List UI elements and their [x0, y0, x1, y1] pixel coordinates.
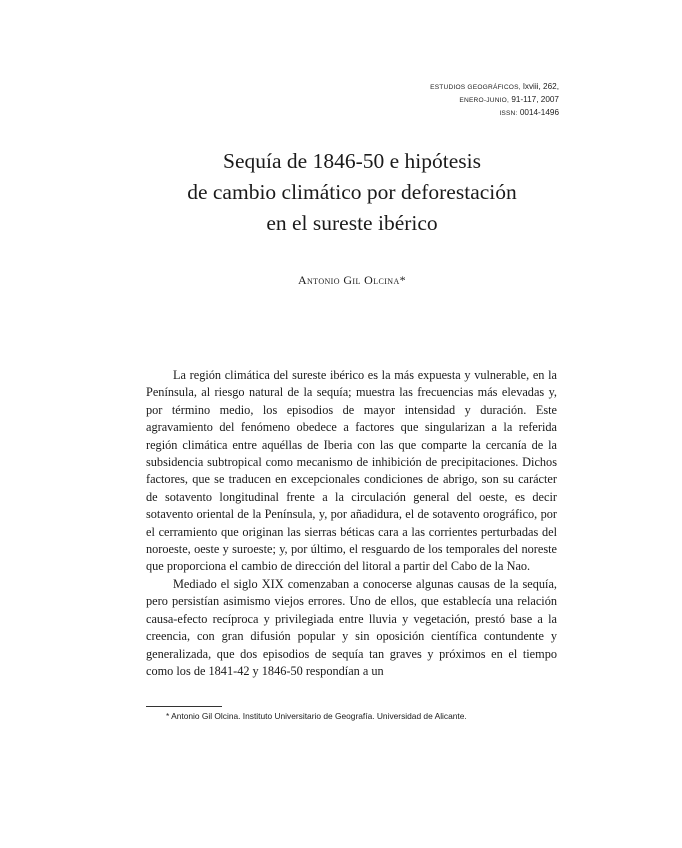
paragraph-1: La región climática del sureste ibérico es la más expuesta y vulnerable, en la Península, al riesgo natural de la sequía; muestra las frecuencias más elevadas y, por término medio, los episodios de mayor intensidad y duración. Este agravamiento del fenómeno obedece a factores que singularizan a la referida región climática entre aquéllas de Iberia con las que comparte la cercanía de la subsidencia subtropical como mecanismo de inhibición de precipitaciones. Dichos factores, que se traducen en excepcionales condiciones de abrigo, son su carácter de sotavento longitudinal frente a la circulación general del oeste, es decir sotavento oriental de la Península, y, por añadidura, el de sotavento orográfico, por el cerramiento que originan las sierras béticas cara a las corrientes perturbadas del noroeste, oeste y suroeste; y, por último, el resguardo de los temporales del noreste que proporciona el cambio de dirección del litoral a partir del Cabo de la Nao. [146, 368, 557, 574]
article-author: Antonio Gil Olcina* [297, 273, 407, 287]
journal-citation-line [430, 81, 559, 94]
issn-line [430, 107, 559, 120]
journal-header [430, 81, 559, 120]
issn-value: 0014-1496 [517, 108, 559, 117]
title-line-3: en el sureste ibérico [266, 211, 438, 235]
issn-label: ISSN: [499, 110, 518, 117]
author-footnote: * Antonio Gil Olcina. Instituto Universitario de Geografía. Universidad de Alicante. [166, 711, 467, 721]
volume-info: lxviii, 262, [520, 82, 559, 91]
footnote-divider [146, 706, 222, 707]
title-line-2: de cambio climático por deforestación [187, 180, 517, 204]
article-body [146, 367, 557, 680]
issue-months: ENERO-JUNIO, [459, 97, 510, 104]
title-line-1: Sequía de 1846-50 e hipótesis [223, 149, 481, 173]
article-title [100, 146, 604, 239]
pages-year: 91-117, 2007 [509, 95, 559, 104]
issue-line [430, 94, 559, 107]
paragraph-2: Mediado el siglo XIX comenzaban a conocerse algunas causas de la sequía, pero persistían asimismo viejos errores. Uno de ellos, que establecía una relación causa-efecto recíproca y privilegiada entre lluvia y vegetación, prestó base a la creencia, con gran difusión popular y sin oposición científica contundente y generalizada, que dos episodios de sequía tan graves y próximos en el tiempo como los de 1841-42 y 1846-50 respondían a un [146, 576, 557, 678]
journal-name: ESTUDIOS GEOGRÁFICOS, [430, 84, 521, 91]
